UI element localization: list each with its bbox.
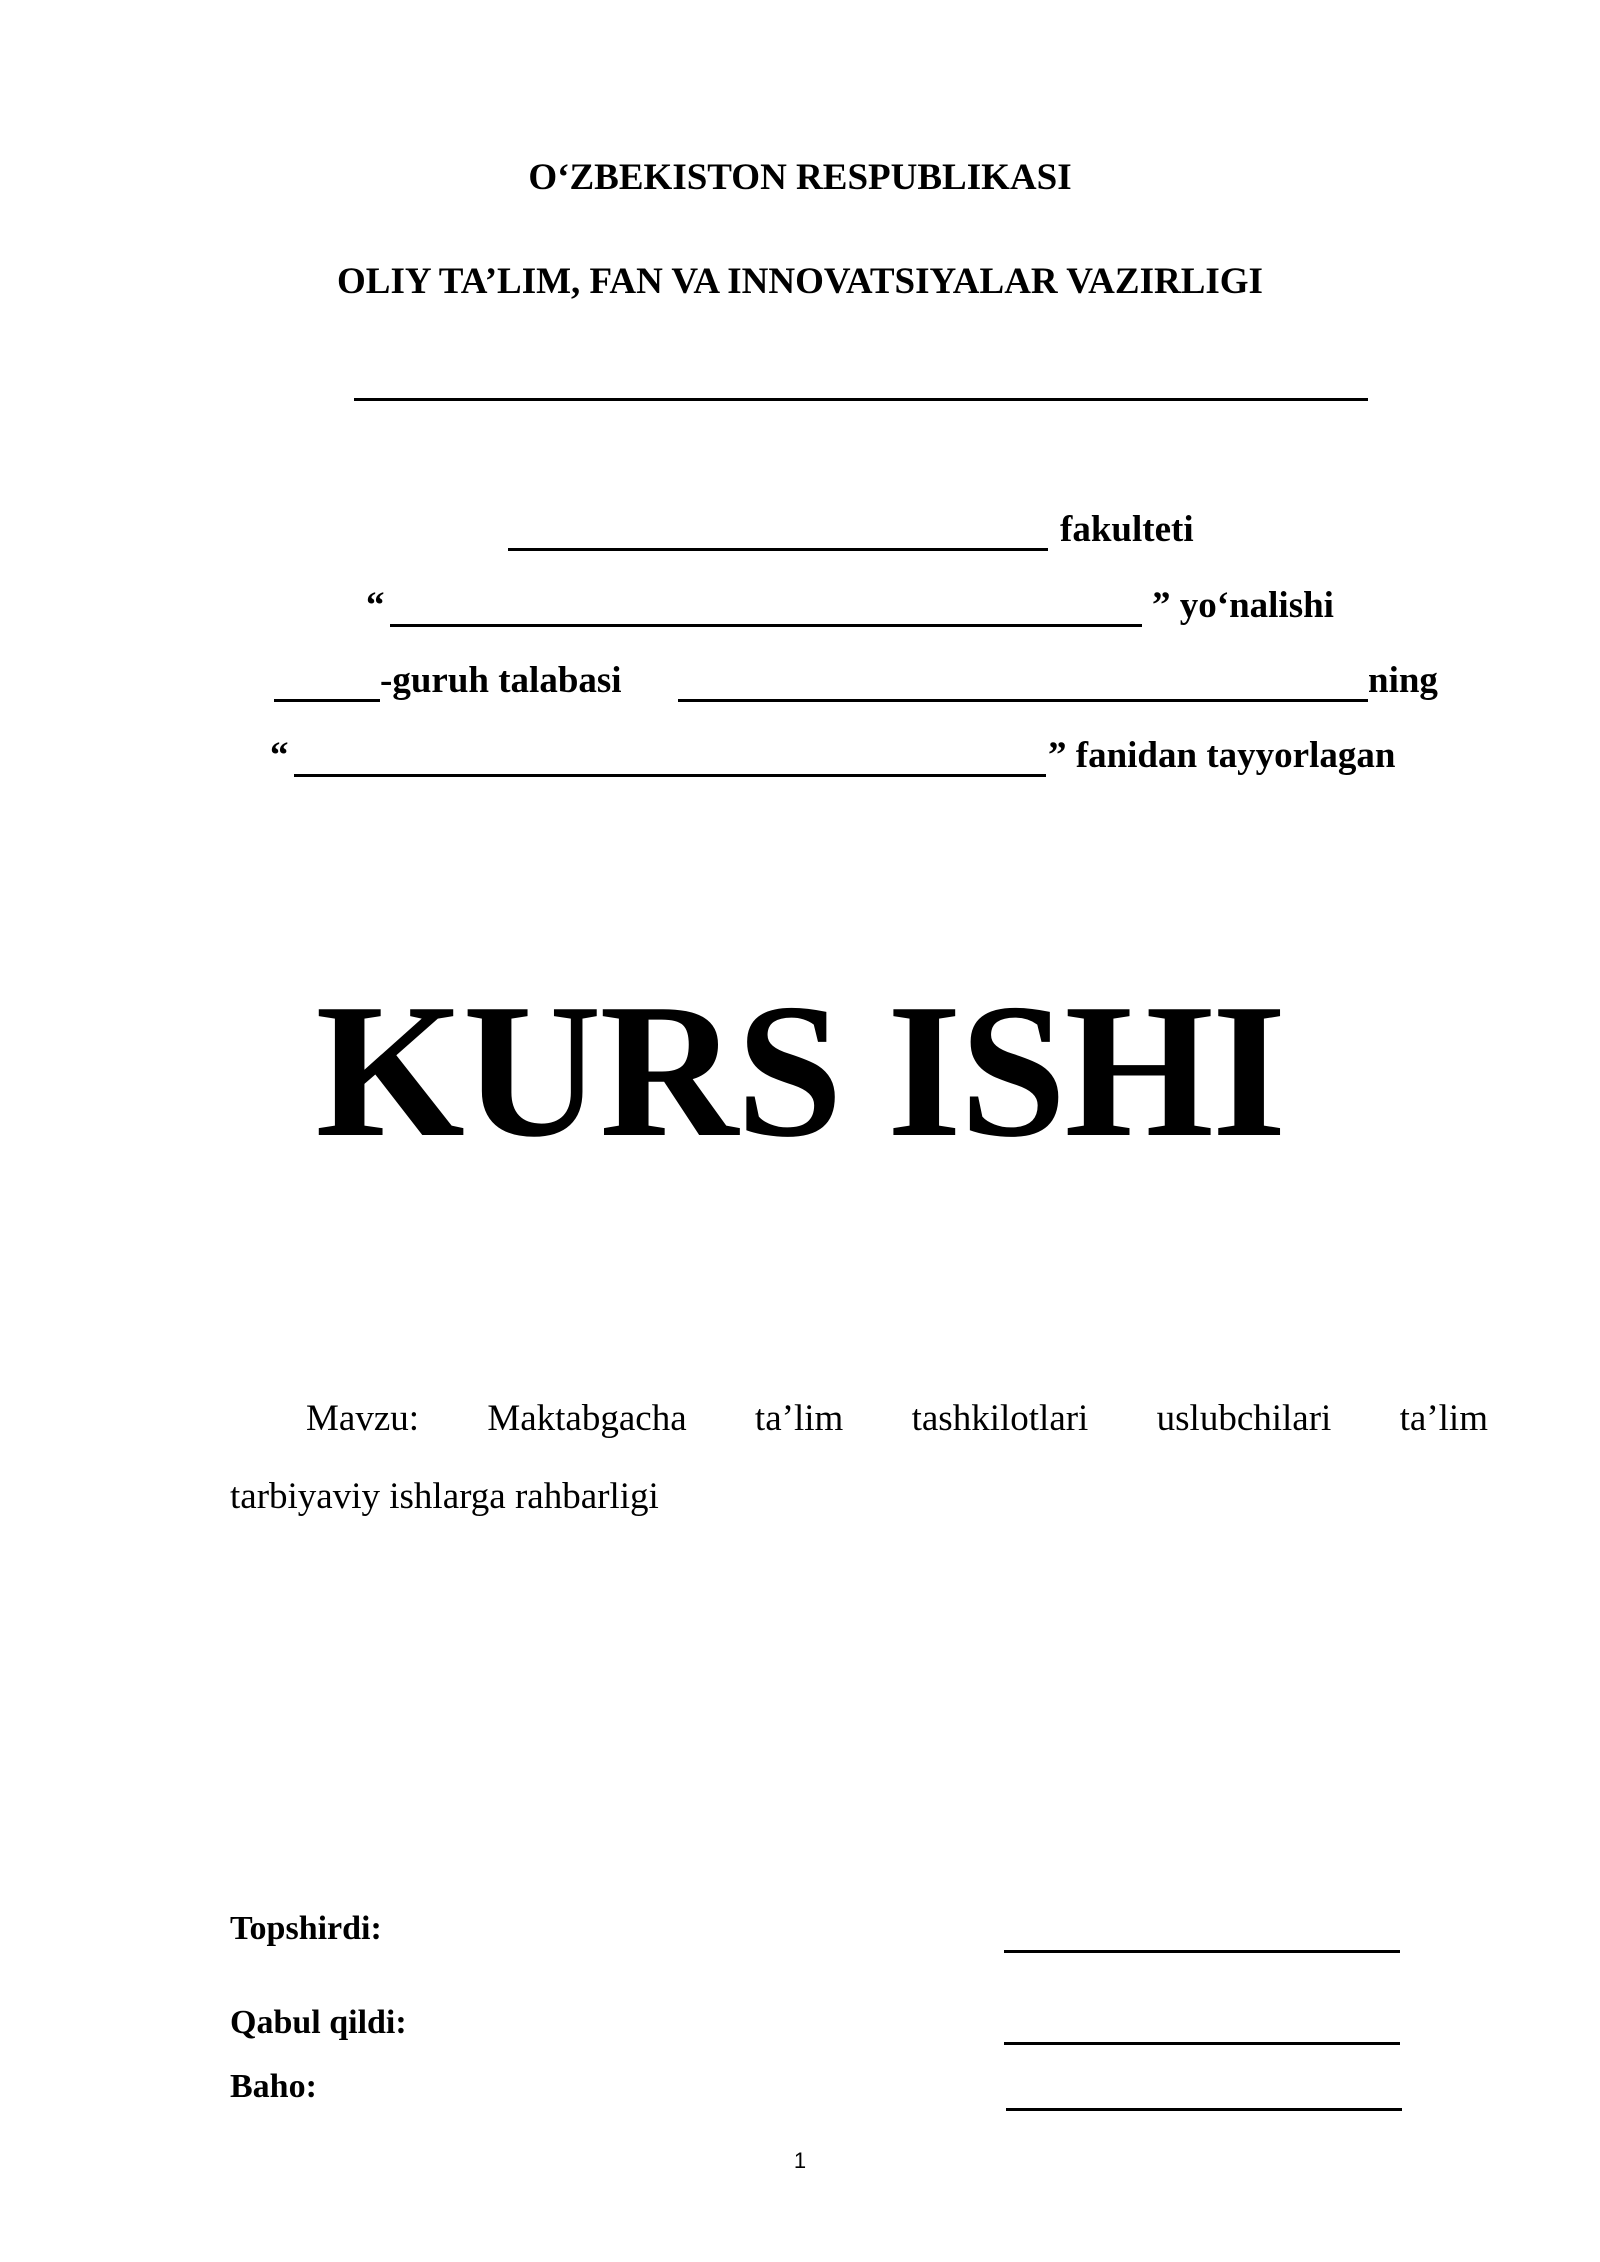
submitted-label: Topshirdi:: [230, 1910, 382, 1947]
subject-blank-line: [294, 774, 1046, 777]
student-blank-line: [678, 699, 1368, 702]
accepted-blank-line: [1004, 2042, 1400, 2045]
student-label: ning: [1368, 660, 1438, 701]
topic-line-1: [230, 1380, 1488, 1458]
document-title: KURS ISHI: [315, 964, 1285, 1177]
page-number: 1: [793, 2148, 807, 2173]
faculty-label: fakulteti: [1060, 509, 1194, 550]
topic-word: tashkilotlari: [911, 1398, 1089, 1439]
topic-paragraph: [230, 1380, 1488, 1458]
topic-word: ta’lim: [1399, 1398, 1488, 1439]
submitted-blank-line: [1004, 1950, 1400, 1953]
direction-open-quote: “: [366, 585, 385, 626]
ministry-heading: OLIY TA’LIM, FAN VA INNOVATSIYALAR VAZIRLIGI: [337, 261, 1263, 302]
country-heading: O‘ZBEKISTON RESPUBLIKASI: [528, 157, 1072, 198]
topic-word: uslubchilari: [1156, 1398, 1332, 1439]
grade-label: Baho:: [230, 2068, 317, 2105]
topic-word: Mavzu:: [306, 1398, 420, 1439]
university-blank-line: [354, 398, 1368, 401]
group-blank-line: [274, 699, 380, 702]
subject-open-quote: “: [270, 735, 289, 776]
direction-blank-line: [390, 624, 1142, 627]
topic-word: Maktabgacha: [487, 1398, 687, 1439]
subject-label: ” fanidan tayyorlagan: [1048, 735, 1396, 776]
topic-line-2: tarbiyaviy ishlarga rahbarligi: [230, 1476, 659, 1517]
grade-blank-line: [1006, 2108, 1402, 2111]
group-label: -guruh talabasi: [380, 660, 622, 701]
direction-label: ” yo‘nalishi: [1152, 585, 1334, 626]
accepted-label: Qabul qildi:: [230, 2004, 407, 2041]
topic-word: ta’lim: [754, 1398, 844, 1439]
faculty-blank-line: [508, 548, 1048, 551]
